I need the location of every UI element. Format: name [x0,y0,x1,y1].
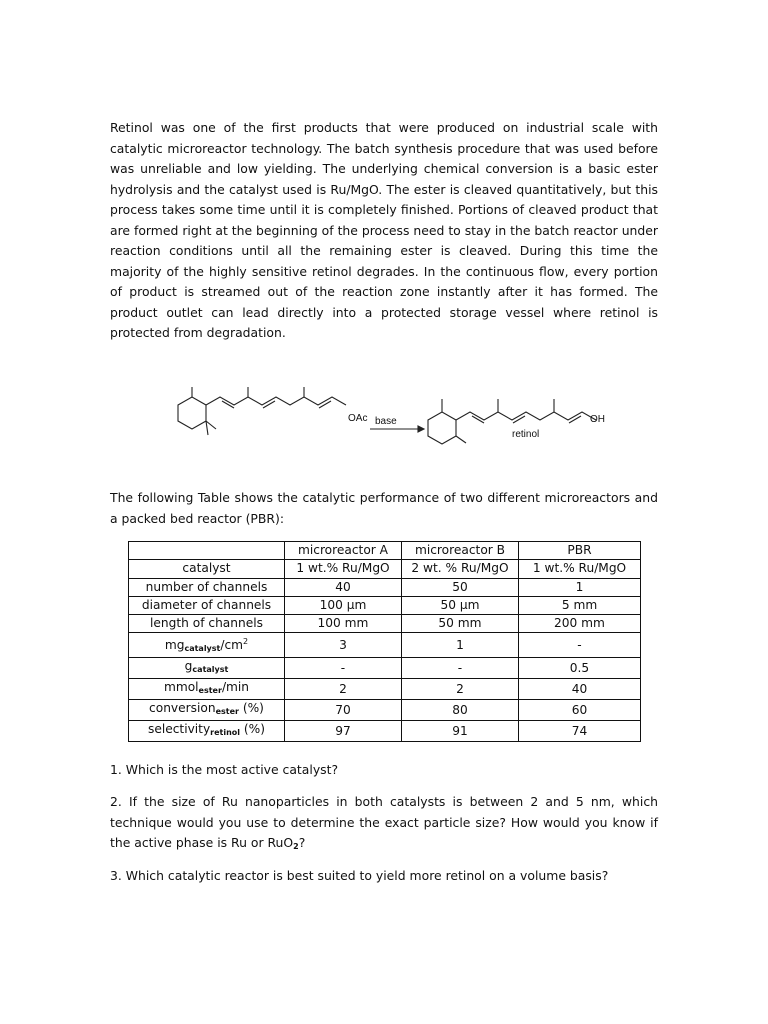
table-cell: - [285,658,402,679]
row-label: number of channels [129,578,285,596]
table-row [129,633,641,658]
question-2-subscript: 2 [293,842,299,851]
header-cell: PBR [519,542,641,560]
row-label-main: mmol [163,680,199,695]
row-label-sub: catalyst [184,644,221,654]
table-cell: 70 [285,700,402,721]
product-name-label: retinol [512,429,540,440]
table-row [129,679,641,700]
table-cell: 1 [402,633,519,658]
table-cell: 3 [285,633,402,658]
table-cell: 91 [402,721,519,742]
row-label-sup: 2 [243,637,249,647]
row-label-main: conversion [149,701,216,716]
table-cell: 50 mm [402,615,519,633]
header-cell: microreactor B [402,542,519,560]
question-2 [110,792,658,858]
table-cell: 2 wt. % Ru/MgO [402,560,519,578]
table-intro-paragraph: The following Table shows the catalytic performance of two different microreactors and a packed bed reactor (PBR): [110,490,658,526]
table-cell: 97 [285,721,402,742]
row-label-tail: (%) [238,701,264,716]
table-cell: 1 wt.% Ru/MgO [519,560,641,578]
row-label-tail: /min [221,680,250,695]
row-label [129,658,285,679]
row-label: diameter of channels [129,596,285,614]
table-cell: - [402,658,519,679]
table-cell: 1 wt.% Ru/MgO [285,560,402,578]
row-label [129,700,285,721]
row-label-tail: /cm [220,638,244,653]
row-label-sub: retinol [210,728,241,738]
table-cell: - [519,633,641,658]
arrow-label: base [375,416,397,427]
row-label-main: mg [164,638,185,653]
table-cell: 0.5 [519,658,641,679]
row-label-main: g [184,659,193,674]
intro-paragraph: Retinol was one of the first products that were produced on industrial scale with catalytic microreactor technology. The batch synthesis procedure that was used before was unreliable and low yielding. The underlying chemical conversion is a basic ester hydrolysis and the catalyst used is Ru/MgO. The ester is cleaved quantitatively, but this process takes some time until it is completely finished. Portions of cleaved product that are formed right at the beginning of the process need to stay in the batch reactor under reaction conditions until all the remaining ester is cleaved. During this time the majority of the highly sensitive retinol degrades. In the continuous flow, every portion of product is streamed out of the reaction zone instantly after it has formed. The product outlet can lead directly into a protected storage vessel where retinol is protected from degradation. [110,120,658,340]
table-cell: 40 [519,679,641,700]
question-2-text: 2. If the size of Ru nanoparticles in both catalysts is between 2 and 5 nm, which technique would you use to determine the exact particle size? How would you know if the active phase is Ru or RuO [110,794,658,850]
row-label [129,721,285,742]
row-label [129,679,285,700]
question-3: 3. Which catalytic reactor is best suited to yield more retinol on a volume basis? [110,868,609,883]
retinol-reaction-scheme [160,385,620,445]
table-row [129,721,641,742]
question-2-end: ? [298,835,306,850]
question-1: 1. Which is the most active catalyst? [110,762,339,777]
row-label-main: selectivity [147,722,211,737]
table-cell: 40 [285,578,402,596]
row-label: catalyst [129,560,285,578]
table-cell: 50 μm [402,596,519,614]
table-cell: 100 μm [285,596,402,614]
table-cell: 5 mm [519,596,641,614]
table-row [129,596,641,614]
row-label-tail: (%) [240,722,266,737]
table-cell: 60 [519,700,641,721]
table-cell: 2 [402,679,519,700]
table-cell: 74 [519,721,641,742]
header-cell: microreactor A [285,542,402,560]
table-cell: 200 mm [519,615,641,633]
table-header-row [129,542,641,560]
header-cell-empty [129,542,285,560]
table-cell: 50 [402,578,519,596]
table-row [129,560,641,578]
table-cell: 100 mm [285,615,402,633]
table-cell: 80 [402,700,519,721]
table-cell: 1 [519,578,641,596]
table-row [129,578,641,596]
row-label-sub: catalyst [192,665,229,675]
table-row [129,615,641,633]
table-row [129,700,641,721]
row-label-sub: ester [198,686,222,696]
performance-table [128,541,641,742]
table-row [129,658,641,679]
row-label: length of channels [129,615,285,633]
row-label [129,633,285,658]
product-group-label: OH [590,414,605,425]
reactant-group-label: OAc [348,413,368,424]
row-label-sub: ester [215,707,239,717]
table-cell: 2 [285,679,402,700]
